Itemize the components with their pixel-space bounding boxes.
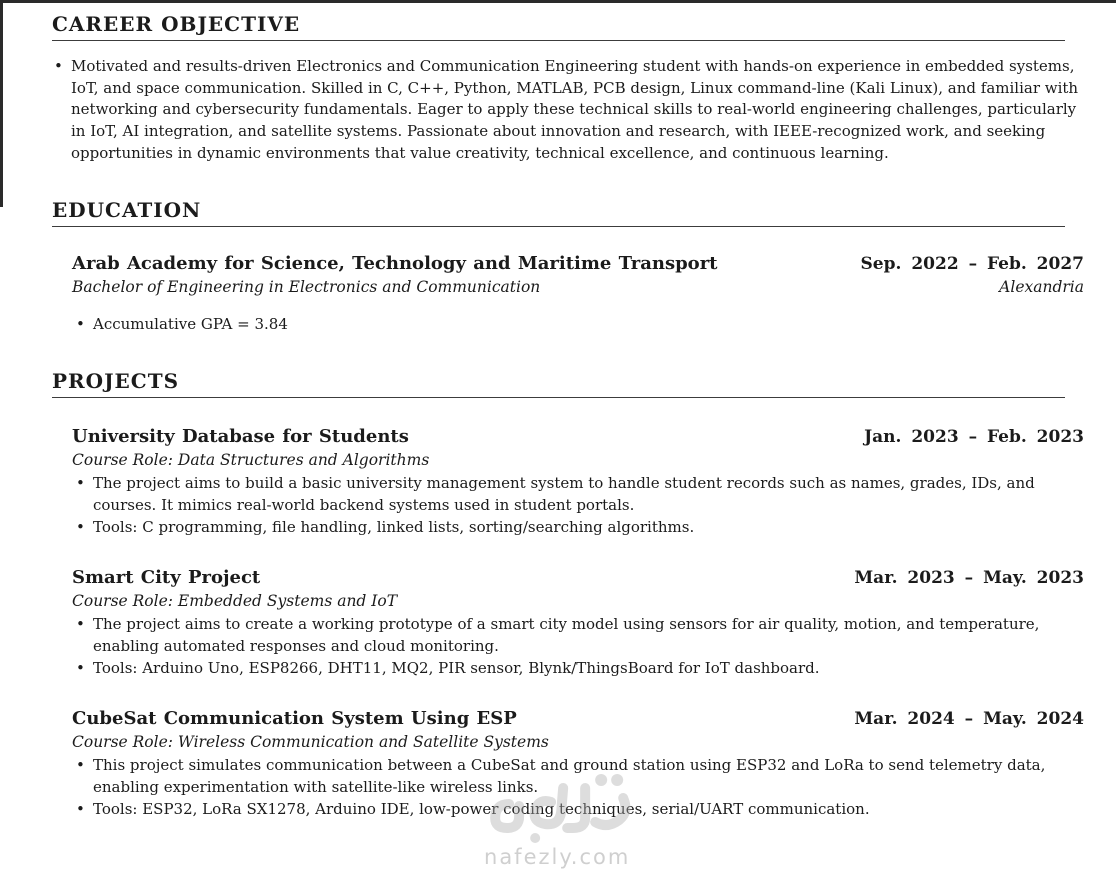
nafezly-site-text: nafezly.com bbox=[484, 845, 631, 869]
section-projects bbox=[52, 368, 1084, 820]
education-location: Alexandria bbox=[999, 277, 1084, 296]
project-name: University Database for Students bbox=[72, 426, 409, 448]
project-entry-smart-city bbox=[72, 566, 1084, 679]
education-dates: Sep. 2022 – Feb. 2027 bbox=[860, 253, 1084, 274]
section-education bbox=[52, 197, 1084, 336]
project-name: CubeSat Communication System Using ESP bbox=[72, 708, 517, 730]
project-bullet-list bbox=[72, 614, 1084, 679]
project-description-bullet: • The project aims to build a basic university management system to handle student records such as names, grades, IDs, and courses. It mimics real-world backend systems used in student portals. bbox=[72, 473, 1084, 516]
project-entry-header bbox=[72, 425, 1084, 449]
page-top-border bbox=[0, 0, 1116, 3]
project-entry-header bbox=[72, 707, 1084, 731]
projects-title: PROJECTS bbox=[52, 368, 1065, 398]
project-entry-cubesat bbox=[72, 707, 1084, 820]
education-bullet-list bbox=[72, 314, 1084, 336]
project-tools-bullet: • Tools: C programming, file handling, linked lists, sorting/searching algorithms. bbox=[72, 517, 1084, 539]
project-dates: Jan. 2023 – Feb. 2023 bbox=[864, 427, 1084, 448]
project-course-role: Course Role: Data Structures and Algorithms bbox=[72, 451, 430, 470]
project-name: Smart City Project bbox=[72, 567, 261, 589]
career-objective-title: CAREER OBJECTIVE bbox=[52, 11, 1065, 41]
project-entry-subheader bbox=[72, 590, 1084, 612]
career-objective-list bbox=[52, 56, 1084, 165]
education-entry-subheader bbox=[72, 276, 1084, 298]
project-entry-subheader bbox=[72, 449, 1084, 471]
page-left-border bbox=[0, 0, 3, 207]
section-career-objective bbox=[52, 11, 1084, 165]
project-bullet-list bbox=[72, 473, 1084, 538]
project-description-bullet: • The project aims to create a working prototype of a smart city model using sensors for air quality, motion, and temperature, enabling automated responses and cloud monitoring. bbox=[72, 614, 1084, 657]
project-tools-bullet: • Tools: ESP32, LoRa SX1278, Arduino IDE, low-power coding techniques, serial/UART communication. bbox=[72, 799, 1084, 821]
project-entry-subheader bbox=[72, 731, 1084, 753]
school-name: Arab Academy for Science, Technology and Maritime Transport bbox=[72, 252, 718, 274]
project-dates: Mar. 2023 – May. 2023 bbox=[854, 568, 1084, 589]
project-tools-bullet: • Tools: Arduino Uno, ESP8266, DHT11, MQ2, PIR sensor, Blynk/ThingsBoard for IoT dashboard. bbox=[72, 658, 1084, 680]
project-description-bullet: • This project simulates communication between a CubeSat and ground station using ESP32 and LoRa to send telemetry data, enabling experimentation with satellite-like wireless links. bbox=[72, 755, 1084, 798]
degree-name: Bachelor of Engineering in Electronics and Communication bbox=[72, 277, 541, 296]
project-bullet-list bbox=[72, 755, 1084, 820]
project-course-role: Course Role: Embedded Systems and IoT bbox=[72, 592, 398, 611]
education-title: EDUCATION bbox=[52, 197, 1065, 227]
project-course-role: Course Role: Wireless Communication and Satellite Systems bbox=[72, 733, 549, 752]
career-objective-bullet: • Motivated and results-driven Electronics and Communication Engineering student with hands-on experience in embedded systems, IoT, and space communication. Skilled in C, C++, Python, MATLAB, PCB design, Linux command-line (Kali Linux), and familiar with networking and cybersecurity fundamentals. Eager to apply these technical skills to real-world engineering challenges, particularly in IoT, AI integration, and satellite systems. Passionate about innovation and research, with IEEE-recognized work, and seeking opportunities in dynamic environments that value creativity, technical excellence, and continuous learning. bbox=[52, 56, 1084, 165]
project-entry-university-database bbox=[72, 425, 1084, 538]
project-dates: Mar. 2024 – May. 2024 bbox=[854, 709, 1084, 730]
project-entry-header bbox=[72, 566, 1084, 590]
education-entry bbox=[72, 252, 1084, 336]
gpa-bullet: • Accumulative GPA = 3.84 bbox=[72, 314, 1084, 336]
education-entry-header bbox=[72, 252, 1084, 276]
